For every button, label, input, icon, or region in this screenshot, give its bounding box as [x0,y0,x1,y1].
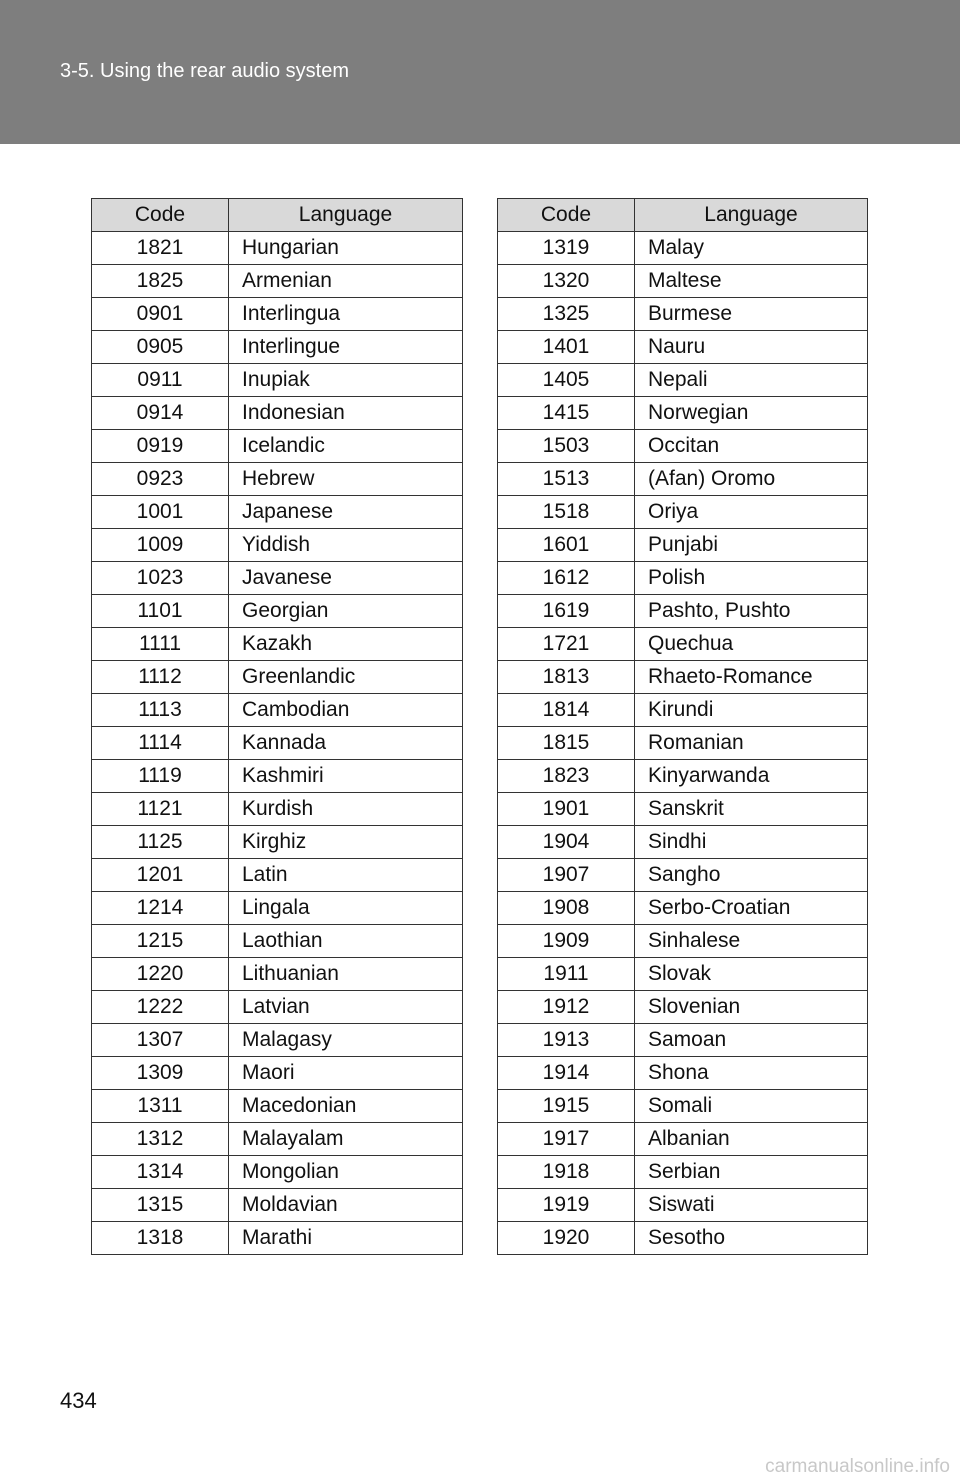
language-name-cell: Polish [635,562,868,595]
language-code-cell: 1909 [498,925,635,958]
table-row [498,397,868,430]
table-row [498,760,868,793]
language-name-cell: Marathi [229,1222,463,1255]
table-row [92,562,463,595]
language-code-cell: 1309 [92,1057,229,1090]
language-name-cell: Burmese [635,298,868,331]
language-name-cell: Sangho [635,859,868,892]
language-code-cell: 1314 [92,1156,229,1189]
language-name-cell: Hungarian [229,232,463,265]
table-row [498,991,868,1024]
language-name-cell: Japanese [229,496,463,529]
table-row [498,826,868,859]
language-code-cell: 0901 [92,298,229,331]
table-row [498,463,868,496]
table-row [92,925,463,958]
language-name-cell: Kinyarwanda [635,760,868,793]
table-row [92,298,463,331]
language-name-cell: Shona [635,1057,868,1090]
language-name-cell: Macedonian [229,1090,463,1123]
table-row [92,958,463,991]
language-name-cell: Sindhi [635,826,868,859]
language-name-cell: Kurdish [229,793,463,826]
page-number: 434 [60,1388,97,1413]
language-name-cell: Interlingua [229,298,463,331]
table-row [92,760,463,793]
language-code-cell: 1113 [92,694,229,727]
language-code-cell: 1307 [92,1024,229,1057]
language-code-cell: 1214 [92,892,229,925]
table-row [498,265,868,298]
language-name-cell: Sesotho [635,1222,868,1255]
table-row [92,1222,463,1255]
language-code-cell: 1912 [498,991,635,1024]
language-code-cell: 1215 [92,925,229,958]
language-code-cell: 1904 [498,826,635,859]
language-name-cell: Greenlandic [229,661,463,694]
language-code-cell: 1415 [498,397,635,430]
language-code-cell: 1908 [498,892,635,925]
table-row [92,826,463,859]
language-code-table-right [497,198,868,1255]
language-name-cell: Javanese [229,562,463,595]
table-row [498,364,868,397]
language-code-cell: 1125 [92,826,229,859]
language-code-cell: 1915 [498,1090,635,1123]
language-name-cell: Georgian [229,595,463,628]
language-code-cell: 1919 [498,1189,635,1222]
language-code-cell: 1823 [498,760,635,793]
language-code-cell: 1222 [92,991,229,1024]
language-code-cell: 1914 [498,1057,635,1090]
language-code-cell: 0911 [92,364,229,397]
language-name-cell: Lithuanian [229,958,463,991]
language-code-cell: 1917 [498,1123,635,1156]
language-code-cell: 1601 [498,529,635,562]
language-code-cell: 1009 [92,529,229,562]
language-name-cell: Maori [229,1057,463,1090]
language-name-cell: Somali [635,1090,868,1123]
language-name-cell: Kashmiri [229,760,463,793]
language-name-cell: (Afan) Oromo [635,463,868,496]
language-code-cell: 1320 [498,265,635,298]
language-name-cell: Albanian [635,1123,868,1156]
table-row [498,1189,868,1222]
table-row [92,727,463,760]
table-row [498,859,868,892]
language-name-cell: Malay [635,232,868,265]
language-name-cell: Serbian [635,1156,868,1189]
language-code-cell: 1518 [498,496,635,529]
language-code-cell: 1101 [92,595,229,628]
language-name-cell: Nauru [635,331,868,364]
table-row [92,694,463,727]
table-row [498,1123,868,1156]
language-name-cell: Lingala [229,892,463,925]
language-code-cell: 1920 [498,1222,635,1255]
watermark: carmanualsonline.info [765,1456,950,1477]
table-row [498,892,868,925]
language-name-cell: Slovak [635,958,868,991]
language-name-cell: Latvian [229,991,463,1024]
table-row [92,793,463,826]
language-code-cell: 1023 [92,562,229,595]
language-name-cell: Laothian [229,925,463,958]
code-column-header: Code [92,199,229,232]
language-code-cell: 1220 [92,958,229,991]
language-name-cell: Malayalam [229,1123,463,1156]
language-code-cell: 1513 [498,463,635,496]
language-code-cell: 1114 [92,727,229,760]
language-name-cell: Nepali [635,364,868,397]
table-row [498,958,868,991]
table-row [498,1057,868,1090]
table-row [498,1090,868,1123]
page-header [0,0,960,144]
language-name-cell: Icelandic [229,430,463,463]
language-name-cell: Armenian [229,265,463,298]
language-name-cell: Punjabi [635,529,868,562]
language-name-cell: Maltese [635,265,868,298]
table-row [92,1090,463,1123]
table-row [92,892,463,925]
code-column-header: Code [498,199,635,232]
table-row [92,265,463,298]
language-name-cell: Romanian [635,727,868,760]
language-code-cell: 1503 [498,430,635,463]
language-name-cell: Latin [229,859,463,892]
table-row [92,529,463,562]
table-row [92,595,463,628]
language-code-cell: 1311 [92,1090,229,1123]
table-row [498,298,868,331]
language-name-cell: Interlingue [229,331,463,364]
section-title: 3-5. Using the rear audio system [60,60,350,82]
language-name-cell: Samoan [635,1024,868,1057]
language-name-cell: Moldavian [229,1189,463,1222]
language-name-cell: Norwegian [635,397,868,430]
language-name-cell: Kazakh [229,628,463,661]
table-row [498,529,868,562]
table-row [498,562,868,595]
language-code-cell: 1612 [498,562,635,595]
language-name-cell: Inupiak [229,364,463,397]
table-row [92,1123,463,1156]
language-code-cell: 1401 [498,331,635,364]
language-code-cell: 1821 [92,232,229,265]
language-name-cell: Oriya [635,496,868,529]
table-row [92,331,463,364]
language-code-cell: 1815 [498,727,635,760]
language-code-cell: 1814 [498,694,635,727]
table-row [498,496,868,529]
table-row [92,661,463,694]
language-code-cell: 1913 [498,1024,635,1057]
table-row [498,727,868,760]
language-name-cell: Cambodian [229,694,463,727]
language-name-cell: Rhaeto-Romance [635,661,868,694]
table-body [92,232,463,1255]
table-row [92,463,463,496]
language-code-cell: 1918 [498,1156,635,1189]
language-code-cell: 1112 [92,661,229,694]
table-row [92,628,463,661]
language-code-cell: 1315 [92,1189,229,1222]
table-row [498,331,868,364]
language-code-cell: 1318 [92,1222,229,1255]
language-name-cell: Sinhalese [635,925,868,958]
language-name-cell: Serbo-Croatian [635,892,868,925]
language-name-cell: Kirghiz [229,826,463,859]
table-body [498,232,868,1255]
language-code-cell: 1319 [498,232,635,265]
language-name-cell: Hebrew [229,463,463,496]
language-name-cell: Kannada [229,727,463,760]
language-name-cell: Slovenian [635,991,868,1024]
language-code-cell: 1111 [92,628,229,661]
table-row [498,232,868,265]
language-code-cell: 1825 [92,265,229,298]
language-column-header: Language [229,199,463,232]
language-code-cell: 1119 [92,760,229,793]
language-column-header: Language [635,199,868,232]
language-code-cell: 1121 [92,793,229,826]
language-name-cell: Mongolian [229,1156,463,1189]
table-row [92,496,463,529]
table-row [92,232,463,265]
language-name-cell: Pashto, Pushto [635,595,868,628]
language-code-cell: 1911 [498,958,635,991]
language-code-table-left [91,198,463,1255]
language-code-cell: 1405 [498,364,635,397]
table-row [498,925,868,958]
table-row [498,1156,868,1189]
table-row [498,1222,868,1255]
table-row [498,694,868,727]
table-row [92,430,463,463]
language-code-cell: 0914 [92,397,229,430]
table-row [92,1024,463,1057]
language-name-cell: Sanskrit [635,793,868,826]
language-code-cell: 1325 [498,298,635,331]
language-name-cell: Indonesian [229,397,463,430]
language-code-cell: 1901 [498,793,635,826]
table-row [92,859,463,892]
table-row [498,430,868,463]
language-name-cell: Occitan [635,430,868,463]
language-code-cell: 1721 [498,628,635,661]
table-row [92,364,463,397]
language-code-cell: 0919 [92,430,229,463]
table-row [92,991,463,1024]
language-name-cell: Yiddish [229,529,463,562]
language-name-cell: Kirundi [635,694,868,727]
language-name-cell: Malagasy [229,1024,463,1057]
table-row [498,1024,868,1057]
table-row [92,1057,463,1090]
table-row [498,595,868,628]
language-code-cell: 0905 [92,331,229,364]
language-code-cell: 1813 [498,661,635,694]
table-header-row [498,199,868,232]
table-row [92,1189,463,1222]
table-row [498,628,868,661]
language-code-cell: 1001 [92,496,229,529]
table-row [498,793,868,826]
language-code-cell: 1619 [498,595,635,628]
language-code-cell: 1201 [92,859,229,892]
language-code-cell: 1312 [92,1123,229,1156]
table-header-row [92,199,463,232]
language-code-cell: 1907 [498,859,635,892]
language-name-cell: Quechua [635,628,868,661]
table-row [498,661,868,694]
language-name-cell: Siswati [635,1189,868,1222]
table-row [92,1156,463,1189]
table-row [92,397,463,430]
language-code-cell: 0923 [92,463,229,496]
